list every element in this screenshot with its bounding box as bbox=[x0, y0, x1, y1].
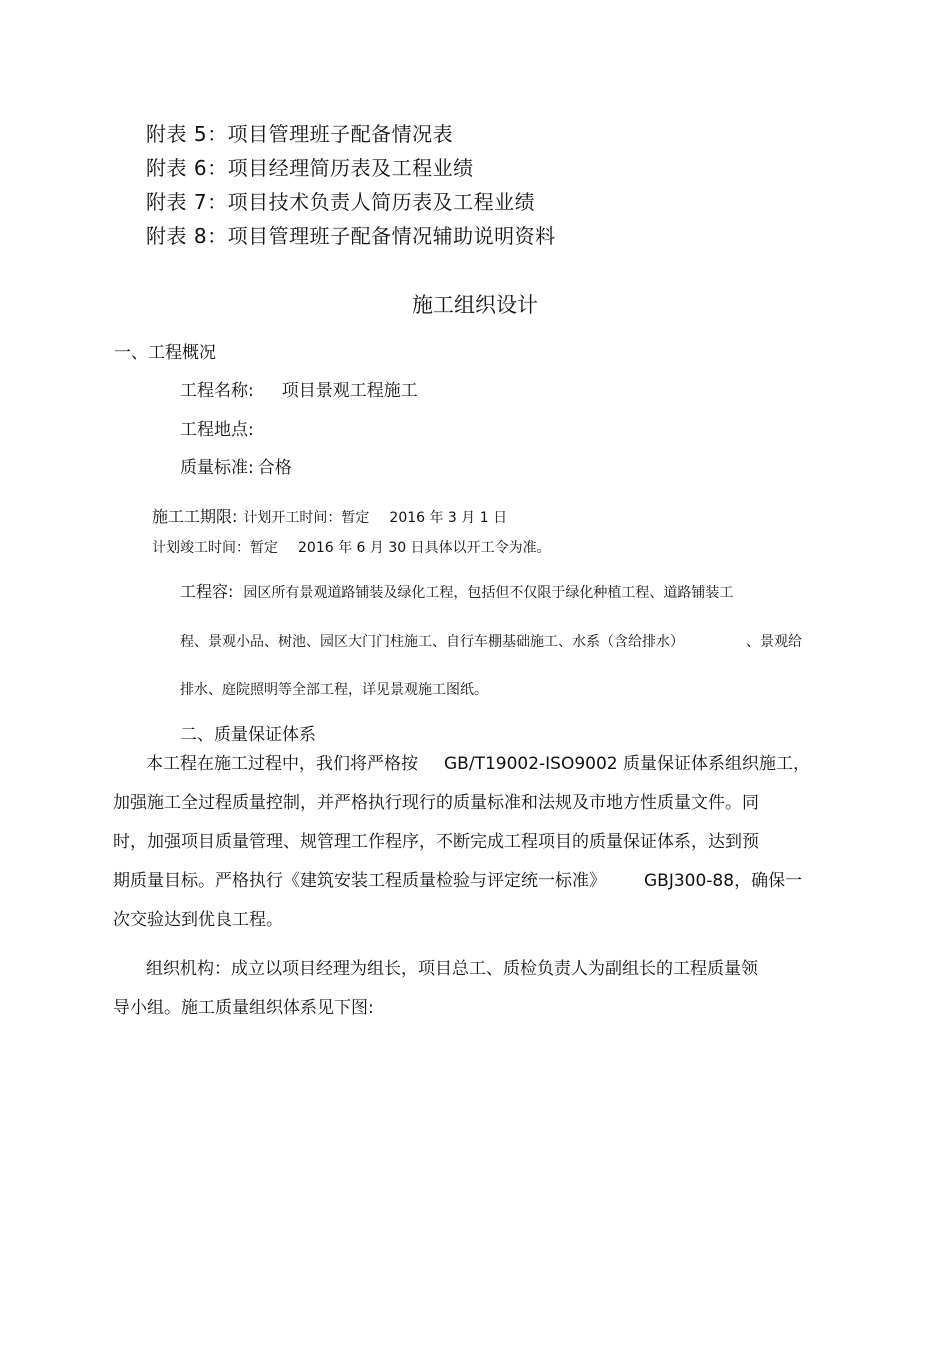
appendix-item-6: 附表 6：项目经理简历表及工程业绩 bbox=[146, 156, 474, 180]
quality-paragraph-text-1a: 本工程在施工过程中，我们将严格按 bbox=[146, 754, 418, 774]
section2-heading: 二、质量保证体系 bbox=[180, 725, 316, 745]
project-content-text-2b: 、景观给 bbox=[746, 634, 802, 650]
project-name-value: 项目景观工程施工 bbox=[281, 381, 418, 401]
project-name-row bbox=[180, 383, 418, 400]
quality-paragraph-line-1 bbox=[146, 756, 810, 773]
planned-end-row bbox=[152, 541, 551, 555]
section1-heading: 一、工程概况 bbox=[114, 343, 216, 363]
quality-paragraph-line-5: 次交验达到优良工程。 bbox=[113, 910, 283, 930]
quality-paragraph-line-4 bbox=[113, 873, 802, 890]
organization-paragraph-line-2: 导小组。施工质量组织体系见下图: bbox=[113, 998, 374, 1018]
planned-start-text: 计划开工时间：暂定 bbox=[243, 510, 370, 526]
construction-period-row bbox=[152, 509, 507, 525]
project-content-text-1: 园区所有景观道路铺装及绿化工程，包括但不仅限于绿化种植工程、道路铺装工 bbox=[243, 585, 734, 601]
construction-period-label: 施工工期限: bbox=[152, 507, 238, 526]
document-title: 施工组织设计 bbox=[412, 293, 538, 317]
project-content-line-1 bbox=[180, 584, 733, 600]
quality-paragraph-line-2: 加强施工全过程质量控制，并严格执行现行的质量标准和法规及市地方性质量文件。同 bbox=[113, 793, 759, 813]
quality-paragraph-text-4b: GBJ300-88，确保一 bbox=[644, 871, 803, 891]
project-content-line-2 bbox=[180, 635, 802, 649]
quality-paragraph-line-3: 时，加强项目质量管理、规管理工作程序，不断完成工程项目的质量保证体系，达到预 bbox=[113, 832, 759, 852]
project-content-label: 工程容: bbox=[180, 582, 234, 601]
project-location-row bbox=[180, 422, 254, 439]
planned-end-date: 2016 年 6 月 30 日具体以开工令为准。 bbox=[298, 540, 551, 556]
quality-paragraph-text-1b: GB/T19002-ISO9002 质量保证体系组织施工， bbox=[444, 754, 811, 774]
appendix-item-5: 附表 5：项目管理班子配备情况表 bbox=[146, 122, 454, 146]
quality-paragraph-text-4a: 期质量目标。严格执行《建筑安装工程质量检验与评定统一标准》 bbox=[113, 871, 606, 891]
planned-end-text: 计划竣工时间：暂定 bbox=[152, 540, 278, 556]
appendix-item-8: 附表 8：项目管理班子配备情况辅助说明资料 bbox=[146, 224, 556, 248]
project-name-label: 工程名称: bbox=[180, 381, 254, 401]
project-content-line-3: 排水、庭院照明等全部工程，详见景观施工图纸。 bbox=[180, 682, 488, 698]
project-location-label: 工程地点: bbox=[180, 420, 254, 440]
quality-standard-value: 合格 bbox=[257, 458, 292, 478]
quality-standard-row bbox=[180, 460, 292, 477]
project-content-text-2a: 程、景观小品、树池、园区大门门柱施工、自行车棚基础施工、水系（含给排水） bbox=[180, 634, 684, 650]
planned-start-date: 2016 年 3 月 1 日 bbox=[389, 510, 508, 526]
organization-paragraph-line-1: 组织机构：成立以项目经理为组长，项目总工、质检负责人为副组长的工程质量领 bbox=[146, 959, 758, 979]
quality-standard-label: 质量标准: bbox=[180, 458, 254, 478]
appendix-item-7: 附表 7：项目技术负责人简历表及工程业绩 bbox=[146, 190, 536, 214]
